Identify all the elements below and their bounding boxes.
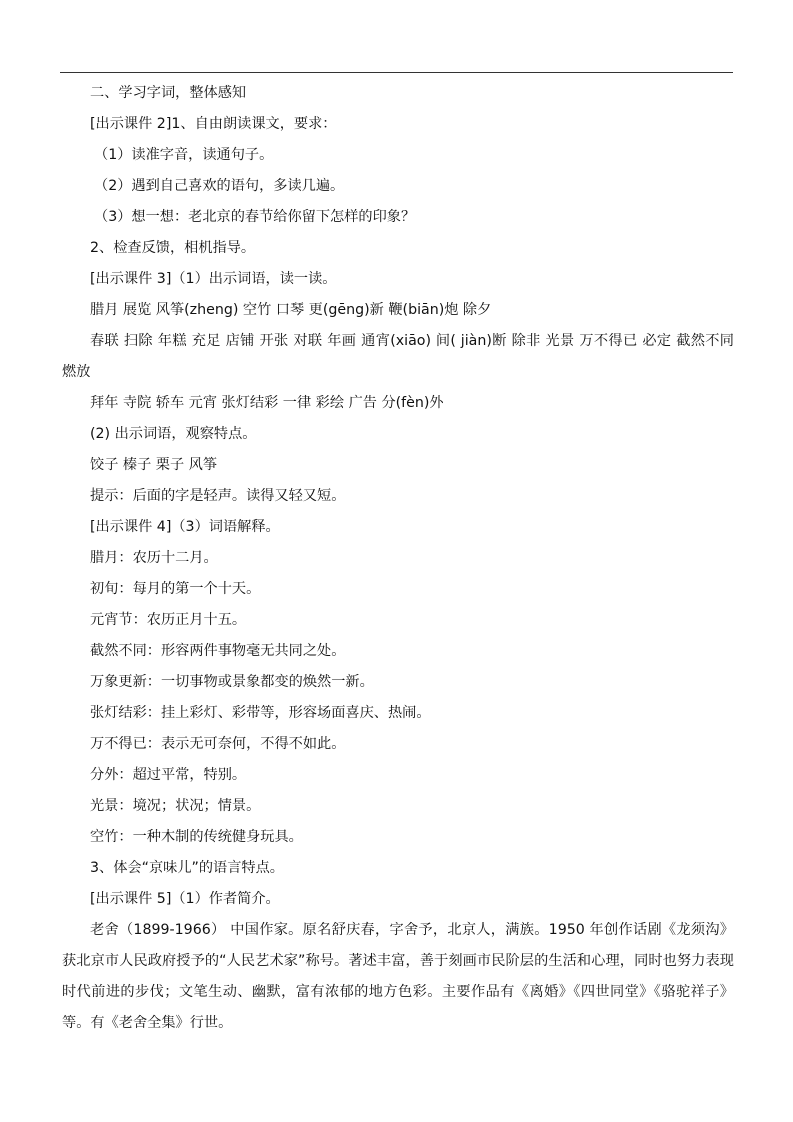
word-list-3: 拜年 寺院 轿车 元宵 张灯结彩 一律 彩绘 广告 分(fèn)外 [90,395,444,411]
header-rule [60,72,733,73]
requirement-2: （2）遇到自己喜欢的语句，多读几遍。 [94,178,345,194]
definition-jieranbutong: 截然不同：形容两件事物毫无共同之处。 [90,643,346,659]
word-list-1: 腊月 展览 风筝(zheng) 空竹 口琴 更(gēng)新 鞭(biān)炮 除夕 [90,302,492,318]
definition-kongzhu: 空竹：一种木制的传统健身玩具。 [90,829,303,845]
neutral-tone-words: 饺子 榛子 栗子 风筝 [90,457,218,473]
courseware-3-instruction: [出示课件 3]（1）出示词语，读一读。 [90,271,337,287]
step-2-feedback: 2、检查反馈，相机指导。 [90,240,256,256]
observe-words-instruction: (2) 出示词语，观察特点。 [90,426,257,442]
neutral-tone-hint: 提示：后面的字是轻声。读得又轻又短。 [90,488,346,504]
step-3-language-features: 3、体会“京味儿”的语言特点。 [90,860,284,876]
courseware-4-instruction: [出示课件 4]（3）词语解释。 [90,519,280,535]
courseware-5-instruction: [出示课件 5]（1）作者简介。 [90,891,280,907]
definition-wanxianggengxin: 万象更新：一切事物或景象都变的焕然一新。 [90,674,374,690]
courseware-2-instruction: [出示课件 2]1、自由朗读课文，要求： [90,116,337,132]
definition-fenwai: 分外：超过平常，特别。 [90,767,247,783]
definition-wanbudeyi: 万不得已：表示无可奈何，不得不如此。 [90,736,346,752]
requirement-3: （3）想一想：老北京的春节给你留下怎样的印象？ [94,209,416,225]
requirement-1: （1）读准字音，读通句子。 [94,147,274,163]
definition-zhangdengjiecai: 张灯结彩：挂上彩灯、彩带等，形容场面喜庆、热闹。 [90,705,431,721]
author-introduction: 老舍（1899-1966） 中国作家。原名舒庆春，字舍予，北京人，满族。1950 年创作话剧《龙须沟》获北京市人民政府授予的“人民艺术家”称号。著述丰富，善于刻画市民阶层的生活和心理，同时也努力表现时代前进的步伐；文笔生动、幽默，富有浓郁的地方色彩。主要作品有《离婚》《四世同堂》《骆驼祥子》等。有《老舍全集》行世。 [62,922,734,1031]
section-heading: 二、学习字词，整体感知 [90,85,247,101]
definition-guangjing: 光景：境况；状况；情景。 [90,798,261,814]
definition-yuanxiaojie: 元宵节：农历正月十五。 [90,612,247,628]
word-list-2: 春联 扫除 年糕 充足 店铺 开张 对联 年画 通宵(xiāo) 间( jiàn)断 除非 光景 万不得已 必定 截然不同 燃放 [62,333,734,380]
document-body [62,78,734,1039]
definition-layue: 腊月：农历十二月。 [90,550,218,566]
definition-chuxun: 初旬：每月的第一个十天。 [90,581,261,597]
